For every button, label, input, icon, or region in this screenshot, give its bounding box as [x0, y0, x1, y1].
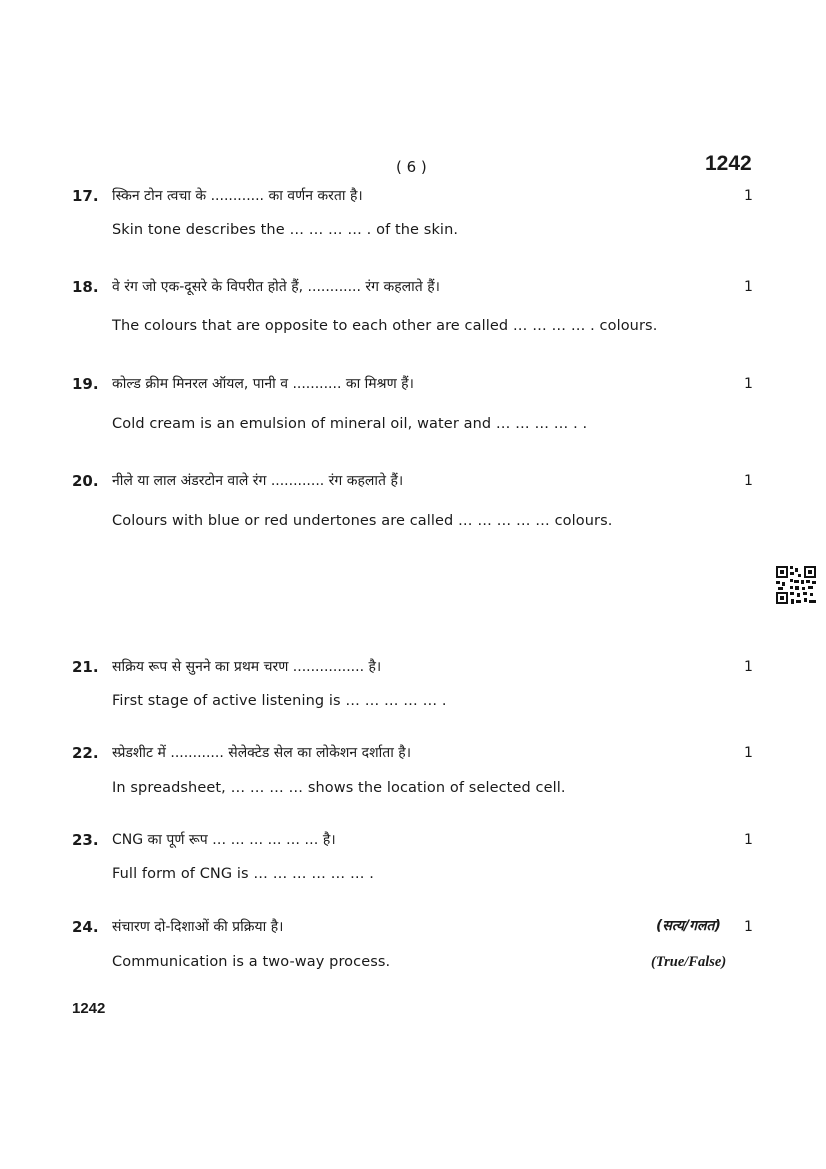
question-english: Full form of CNG is … … … … … … .: [112, 866, 374, 882]
question-marks: 1: [744, 188, 753, 204]
question-marks: 1: [744, 745, 753, 761]
question-marks: 1: [744, 659, 753, 675]
question-english: Communication is a two-way process.: [112, 954, 391, 970]
question-english: Colours with blue or red undertones are called … … … … … colours.: [112, 513, 613, 529]
question-marks: 1: [744, 376, 753, 392]
question-hindi: सक्रिय रूप से सुनने का प्रथम चरण ................ है।: [112, 659, 382, 675]
question-hindi: CNG का पूर्ण रूप … … … … … … है।: [112, 832, 336, 848]
question-hindi: संचारण दो-दिशाओं की प्रक्रिया है।: [112, 919, 284, 935]
page-number: ( 6 ): [396, 158, 427, 176]
question-hindi: स्प्रेडशीट में ............ सेलेक्टेड सेल का लोकेशन दर्शाता है।: [112, 745, 412, 761]
question-marks: 1: [744, 473, 753, 489]
true-false-english: (True/False): [651, 954, 727, 970]
question-number: 18.: [72, 278, 99, 296]
question-marks: 1: [744, 832, 753, 848]
question-number: 17.: [72, 187, 99, 205]
question-hindi: कोल्ड क्रीम मिनरल ऑयल, पानी व ........... का मिश्रण हैं।: [112, 376, 414, 392]
question-english: In spreadsheet, … … … … shows the location of selected cell.: [112, 780, 566, 796]
question-marks: 1: [744, 279, 753, 295]
paper-code-header: 1242: [705, 152, 752, 175]
question-number: 23.: [72, 831, 99, 849]
question-number: 19.: [72, 375, 99, 393]
question-marks: 1: [744, 919, 753, 935]
question-number: 21.: [72, 658, 99, 676]
question-hindi: स्किन टोन त्वचा के ............ का वर्णन करता है।: [112, 188, 363, 204]
paper-code-footer: 1242: [72, 1000, 106, 1017]
question-hindi: नीले या लाल अंडरटोन वाले रंग ............ रंग कहलाते हैं।: [112, 473, 404, 489]
question-english: Skin tone describes the … … … … . of the skin.: [112, 222, 459, 238]
question-number: 20.: [72, 472, 99, 490]
true-false-hindi: (सत्य/गलत): [656, 918, 721, 934]
question-english: Cold cream is an emulsion of mineral oil, water and … … … … . .: [112, 416, 588, 432]
question-hindi: वे रंग जो एक-दूसरे के विपरीत होते हैं, ............ रंग कहलाते हैं।: [112, 279, 440, 295]
question-number: 22.: [72, 744, 99, 762]
qr-code-icon: [776, 566, 816, 604]
question-number: 24.: [72, 918, 99, 936]
question-english: The colours that are opposite to each other are called … … … … . colours.: [112, 318, 658, 334]
question-english: First stage of active listening is … … … … … .: [112, 693, 447, 709]
